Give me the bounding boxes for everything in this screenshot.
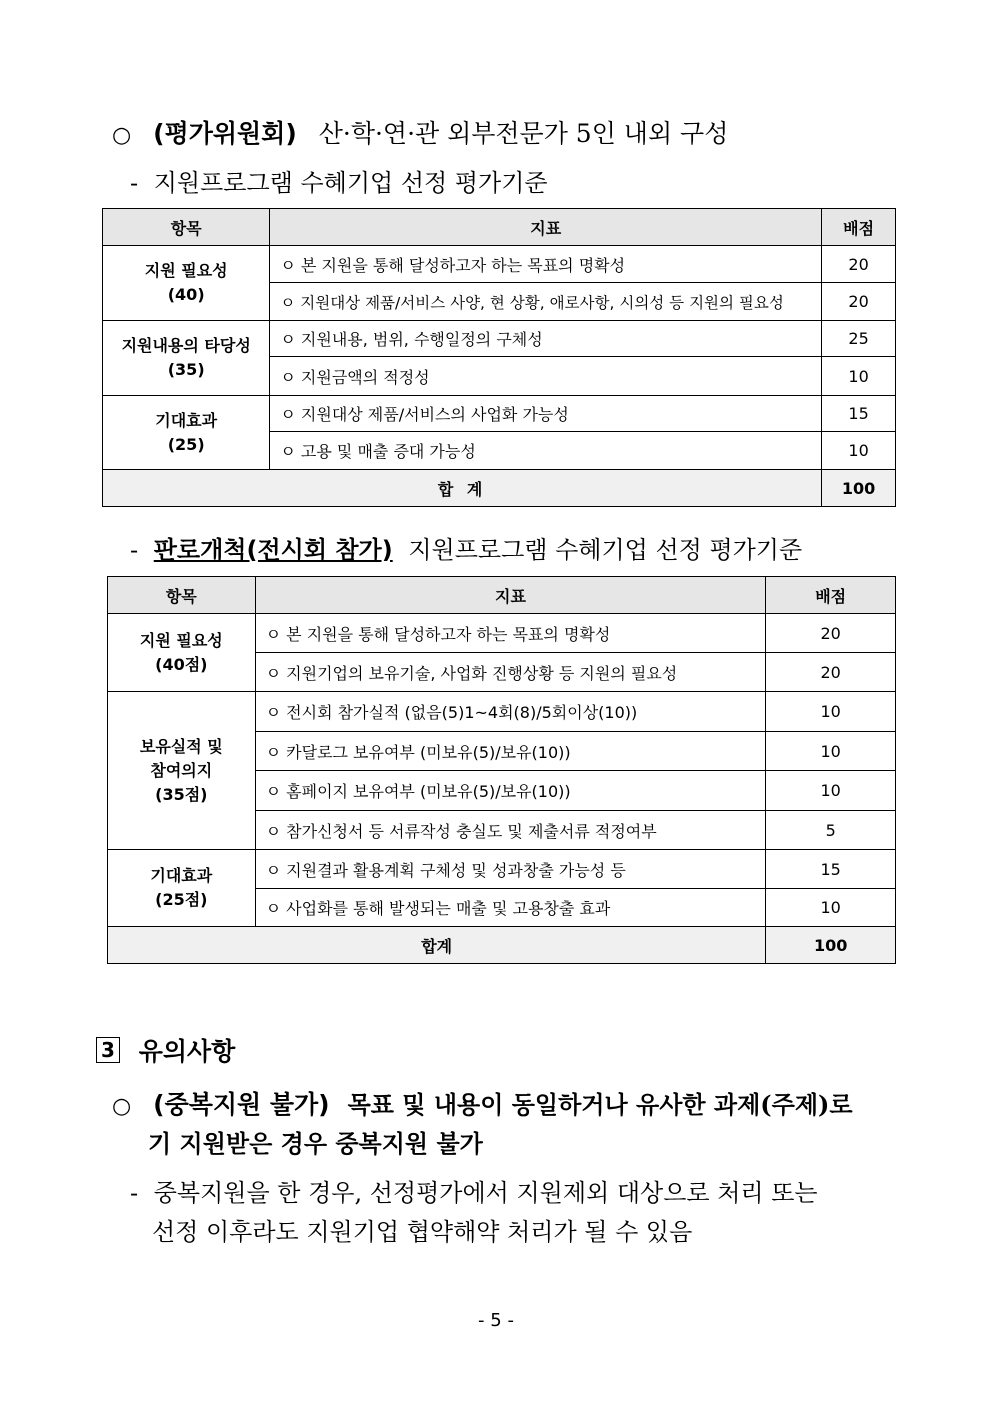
table2-title-underlined: 판로개척(전시회 참가) — [153, 536, 393, 564]
score-cell: 20 — [766, 653, 896, 692]
category-name: 지원 필요성 — [139, 630, 223, 650]
category-points: (25) — [167, 434, 205, 454]
committee-line — [112, 114, 728, 150]
indicator-cell: ㅇ 카달로그 보유여부 (미보유(5)/보유(10)) — [255, 732, 766, 771]
category-cell — [108, 692, 256, 850]
duplicate-sub-text-2: 선정 이후라도 지원기업 협약해약 처리가 될 수 있음 — [152, 1218, 693, 1246]
dash: - — [130, 536, 139, 564]
section-title: 유의사항 — [138, 1037, 236, 1066]
table2-title — [130, 530, 802, 565]
duplicate-sub-1 — [130, 1173, 818, 1208]
dash: - — [130, 169, 139, 197]
category-points: (25점) — [155, 890, 208, 909]
score-cell: 10 — [822, 432, 896, 470]
indicator-cell: ㅇ 전시회 참가실적 (없음(5)1~4회(8)/5회이상(10)) — [255, 692, 766, 732]
score-cell: 20 — [766, 614, 896, 653]
category-cell — [103, 321, 270, 396]
bullet-circle: ○ — [112, 1094, 132, 1119]
score-cell: 10 — [822, 357, 896, 396]
indicator-cell: ㅇ 사업화를 통해 발생되는 매출 및 고용창출 효과 — [255, 889, 766, 927]
indicator-cell: ㅇ 지원내용, 범위, 수행일정의 구체성 — [270, 321, 822, 357]
duplicate-line-1 — [112, 1085, 853, 1121]
duplicate-text-2: 기 지원받은 경우 중복지원 불가 — [148, 1129, 483, 1158]
header-indicator: 지표 — [270, 209, 822, 246]
score-cell: 10 — [766, 692, 896, 732]
total-label: 합 계 — [103, 470, 822, 507]
committee-text: 산·학·연·관 외부전문가 5인 내외 구성 — [318, 119, 729, 148]
category-cell — [103, 246, 270, 321]
category-cell — [108, 614, 256, 692]
indicator-cell: ㅇ 지원기업의 보유기술, 사업화 진행상황 등 지원의 필요성 — [255, 653, 766, 692]
indicator-cell: ㅇ 지원대상 제품/서비스 사양, 현 상황, 애로사항, 시의성 등 지원의 필요성 — [270, 283, 822, 321]
duplicate-tag: (중복지원 불가) — [153, 1090, 330, 1119]
category-points: (35) — [167, 360, 205, 379]
category-name: 기대효과 — [150, 866, 213, 885]
category-points: (40) — [167, 285, 205, 304]
category-points: (40점) — [155, 654, 208, 674]
indicator-cell: ㅇ 지원대상 제품/서비스의 사업화 가능성 — [270, 396, 822, 432]
total-value: 100 — [822, 470, 896, 507]
header-indicator: 지표 — [255, 577, 766, 614]
section-number-box: 3 — [96, 1037, 120, 1063]
score-cell: 15 — [822, 396, 896, 432]
page-number: - 5 - — [478, 1310, 514, 1331]
indicator-cell: ㅇ 홈페이지 보유여부 (미보유(5)/보유(10)) — [255, 771, 766, 811]
category-cell — [108, 850, 256, 927]
category-name-line2: 참여의지 — [150, 760, 213, 780]
committee-tag: (평가위원회) — [153, 119, 297, 148]
category-cell — [103, 396, 270, 470]
duplicate-text-1: 목표 및 내용이 동일하거나 유사한 과제(주제)로 — [347, 1090, 853, 1119]
header-score: 배점 — [766, 577, 896, 614]
indicator-cell: ㅇ 본 지원을 통해 달성하고자 하는 목표의 명확성 — [270, 246, 822, 283]
evaluation-table-2 — [107, 576, 896, 964]
table1-title-text: 지원프로그램 수혜기업 선정 평가기준 — [153, 169, 548, 197]
header-item: 항목 — [108, 577, 256, 614]
category-name: 보유실적 및 — [139, 736, 223, 756]
table1-title — [130, 163, 548, 198]
section-heading — [96, 1032, 235, 1068]
total-label: 합계 — [108, 927, 766, 964]
score-cell: 10 — [766, 771, 896, 811]
score-cell: 25 — [822, 321, 896, 357]
score-cell: 5 — [766, 811, 896, 850]
score-cell: 20 — [822, 246, 896, 283]
indicator-cell: ㅇ 고용 및 매출 증대 가능성 — [270, 432, 822, 470]
evaluation-table-1 — [102, 208, 896, 507]
category-name: 기대효과 — [155, 410, 218, 430]
table2-title-text: 지원프로그램 수혜기업 선정 평가기준 — [408, 536, 803, 564]
indicator-cell: ㅇ 지원결과 활용계획 구체성 및 성과창출 가능성 등 — [255, 850, 766, 889]
bullet-circle: ○ — [112, 123, 132, 148]
score-cell: 15 — [766, 850, 896, 889]
total-value: 100 — [766, 927, 896, 964]
dash: - — [130, 1179, 139, 1207]
category-points: (35점) — [155, 784, 208, 804]
indicator-cell: ㅇ 참가신청서 등 서류작성 충실도 및 제출서류 적정여부 — [255, 811, 766, 850]
header-item: 항목 — [103, 209, 270, 246]
score-cell: 20 — [822, 283, 896, 321]
indicator-cell: ㅇ 본 지원을 통해 달성하고자 하는 목표의 명확성 — [255, 614, 766, 653]
header-score: 배점 — [822, 209, 896, 246]
category-name: 지원 필요성 — [144, 261, 228, 280]
category-name: 지원내용의 타당성 — [121, 336, 251, 355]
duplicate-sub-text-1: 중복지원을 한 경우, 선정평가에서 지원제외 대상으로 처리 또는 — [153, 1179, 818, 1207]
score-cell: 10 — [766, 889, 896, 927]
indicator-cell: ㅇ 지원금액의 적정성 — [270, 357, 822, 396]
score-cell: 10 — [766, 732, 896, 771]
